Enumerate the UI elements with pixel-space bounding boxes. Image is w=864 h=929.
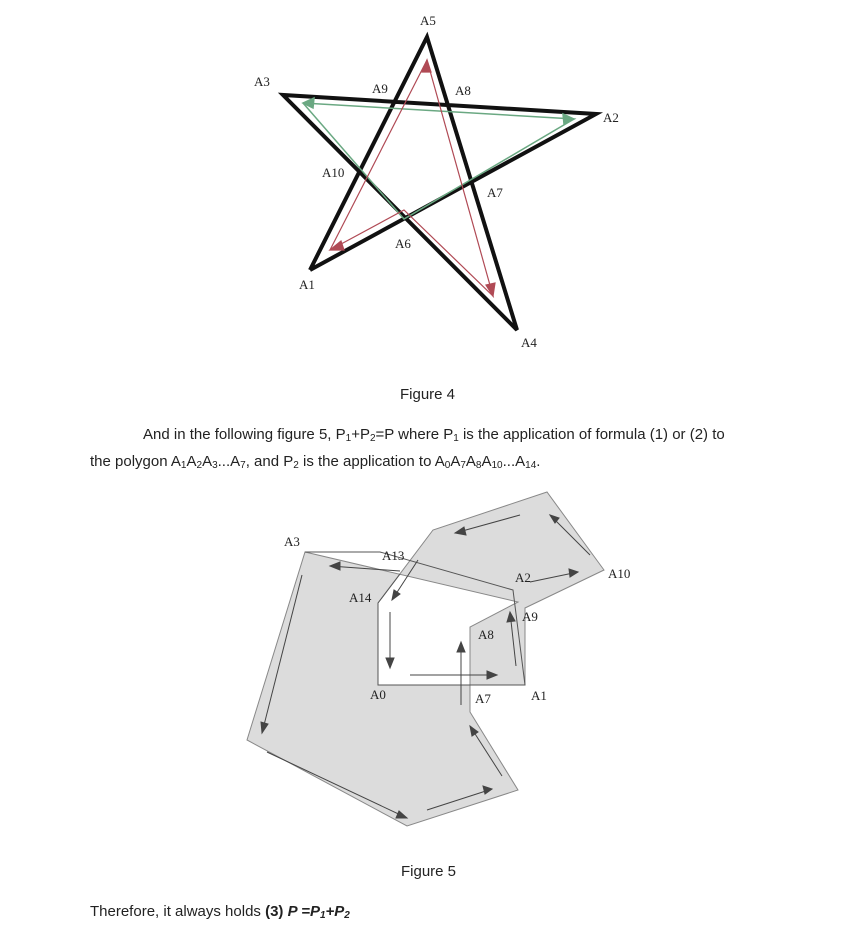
label-a2: A2 <box>603 110 619 125</box>
star-path <box>283 37 596 330</box>
arrowhead-a13 <box>392 590 400 600</box>
label-a3: A3 <box>284 534 300 549</box>
label-a4: A4 <box>521 335 537 350</box>
label-a0: A0 <box>370 687 386 702</box>
figure-5-polygon <box>0 480 864 840</box>
label-a10: A10 <box>322 165 345 180</box>
paragraph-line-2: the polygon $A_1A_2A_3...A_7$, and $P_2$ is the application to $A_0A_7A_8A_{10}...A_{14}$. <box>90 453 541 471</box>
label-a7: A7 <box>487 185 503 200</box>
label-a10: A10 <box>608 566 631 581</box>
label-a1: A1 <box>531 688 547 703</box>
label-a14: A14 <box>349 590 372 605</box>
figure-4-caption: Figure 4 <box>400 386 456 403</box>
figure-5-caption: Figure 5 <box>401 863 457 880</box>
green-arrow-2 <box>563 114 574 124</box>
arrowhead-a14-down <box>386 658 394 668</box>
paragraph-conclusion: Therefore, it always holds (3) $P =P_1+P_2$ <box>90 903 350 921</box>
paragraph-figure5-intro <box>90 421 790 475</box>
polygon-p2 <box>247 492 604 826</box>
label-a7: A7 <box>475 691 491 706</box>
label-a5: A5 <box>420 13 436 28</box>
green-arrow-1 <box>303 98 314 108</box>
label-a8: A8 <box>478 627 494 642</box>
label-a6: A6 <box>395 236 411 251</box>
label-a1: A1 <box>299 277 315 292</box>
arrowhead-a7-up <box>457 642 465 652</box>
label-a9: A9 <box>522 609 538 624</box>
label-a3: A3 <box>254 74 270 89</box>
star-outline <box>283 37 596 330</box>
label-a8: A8 <box>455 83 471 98</box>
label-a13: A13 <box>382 548 405 563</box>
label-a9: A9 <box>372 81 388 96</box>
label-a2: A2 <box>515 570 531 585</box>
paragraph-line-1: And in the following figure 5, $P_1+P_2=P$ where $P_1$ is the application of formula (1) or (2) to <box>143 426 725 444</box>
figure-4-pentagram <box>0 0 864 370</box>
formula-3: (3) $P =P_1+P_2$ <box>265 903 350 921</box>
